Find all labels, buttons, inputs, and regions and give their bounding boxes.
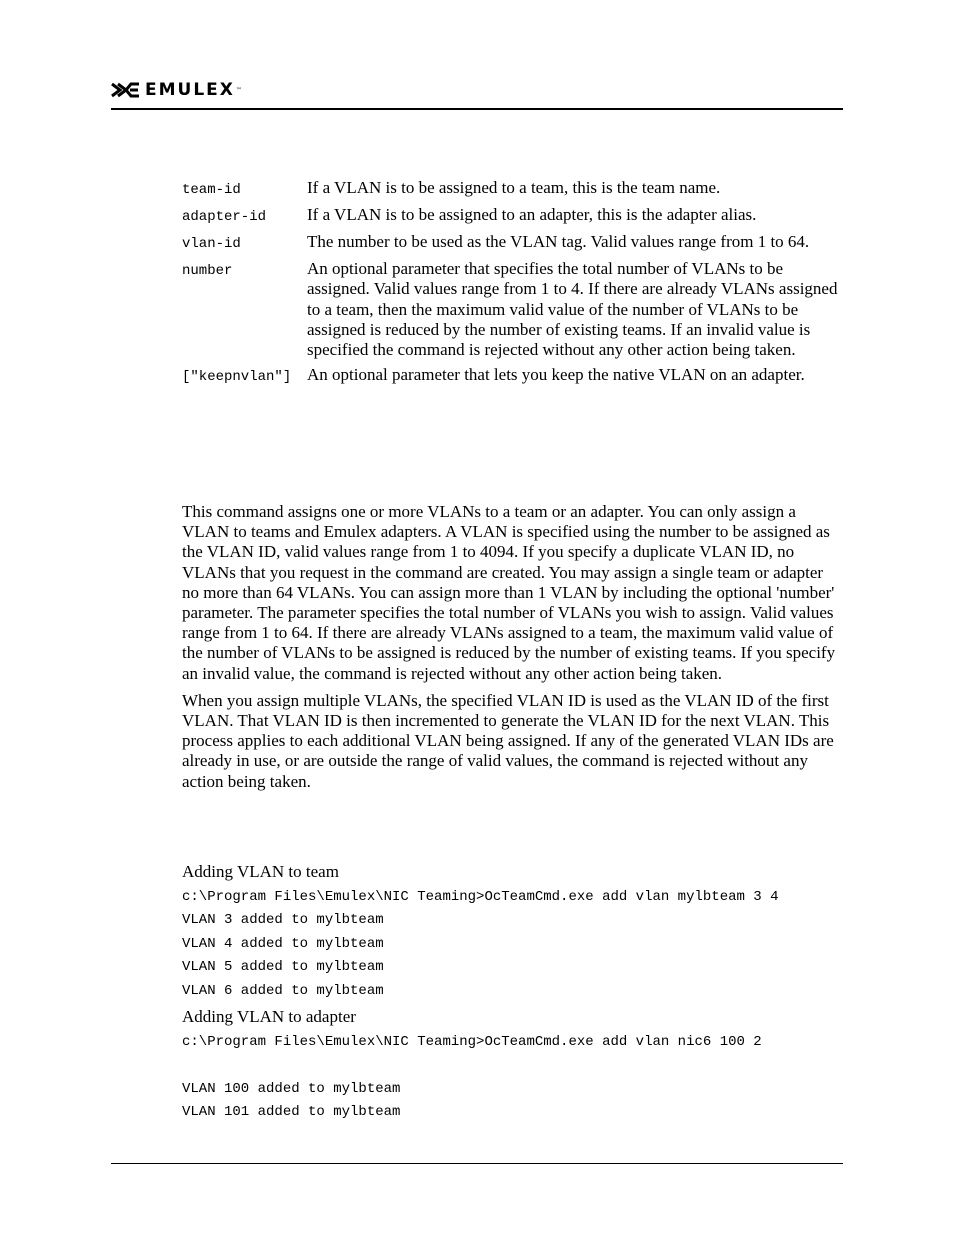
parameter-name: number: [182, 263, 233, 279]
brand-name: EMULEX: [145, 80, 235, 100]
parameter-description: An optional parameter that specifies the total number of VLANs to be assigned. Valid values range from 1 to 4. If there are already VLANs assigned to a team, then the maximum valid value of the number of VLANs to be assigned is reduced by the number of existing teams. If an invalid value is specified the command is rejected without any other action being taken.: [307, 259, 838, 360]
parameter-description: The number to be used as the VLAN tag. Valid values range from 1 to 64.: [307, 232, 810, 251]
description-paragraph: This command assigns one or more VLANs to a team or an adapter. You can only assign a VLAN to teams and Emulex adapters. A VLAN is specified using the number to be assigned as the VLAN ID, valid values range from 1 to 4094. If you specify a duplicate VLAN ID, no VLANs that you request in the command are created. You may assign a single team or adapter no more than 64 VLANs. You can assign more than 1 VLAN by including the optional 'number' parameter. The parameter specifies the total number of VLANs you wish to assign. Valid values range from 1 to 64. If there are already VLANs assigned to a team, the maximum valid value of the number of VLANs to be assigned is reduced by the number of existing teams. If you specify an invalid value, the command is rejected without any other action being taken.: [182, 502, 836, 683]
code-block-team: c:\Program Files\Emulex\NIC Teaming>OcTeamCmd.exe add vlan mylbteam 3 4 VLAN 3 added to mylbteam VLAN 4 added to mylbteam VLAN 5 added to mylbteam VLAN 6 added to mylbteam: [182, 889, 779, 999]
parameter-table: [182, 178, 842, 392]
parameter-row: [182, 178, 842, 200]
parameter-description: If a VLAN is to be assigned to a team, this is the team name.: [307, 178, 721, 197]
parameter-row: [182, 365, 842, 387]
header-rule: [111, 108, 843, 110]
emulex-logo-icon: [111, 81, 141, 99]
code-block-adapter: c:\Program Files\Emulex\NIC Teaming>OcTeamCmd.exe add vlan nic6 100 2 VLAN 100 added to mylbteam VLAN 101 added to mylbteam: [182, 1034, 762, 1121]
example-title-adapter: Adding VLAN to adapter: [182, 1007, 356, 1027]
parameter-description: An optional parameter that lets you keep the native VLAN on an adapter.: [307, 365, 805, 385]
example-title-team: Adding VLAN to team: [182, 862, 339, 881]
parameter-row: [182, 232, 842, 254]
parameter-name: ["keepnvlan"]: [182, 369, 292, 386]
page-header: [111, 78, 242, 102]
description-paragraph: When you assign multiple VLANs, the specified VLAN ID is used as the VLAN ID of the first VLAN. That VLAN ID is then incremented to generate the VLAN ID for the next VLAN. This process applies to each additional VLAN being assigned. If any of the generated VLAN IDs are already in use, or are outside the range of valid values, the command is rejected without any action being taken.: [182, 690, 834, 791]
parameter-name: adapter-id: [182, 209, 267, 225]
parameter-description: If a VLAN is to be assigned to an adapter, this is the adapter alias.: [307, 205, 757, 224]
parameter-name: vlan-id: [182, 236, 241, 252]
trademark-symbol: ™: [235, 86, 242, 94]
parameter-row: [182, 259, 842, 360]
examples-section: [182, 861, 847, 1128]
parameter-row: [182, 205, 842, 227]
parameter-name: team-id: [182, 182, 241, 198]
footer-rule: [111, 1163, 843, 1164]
command-description: [182, 502, 842, 799]
